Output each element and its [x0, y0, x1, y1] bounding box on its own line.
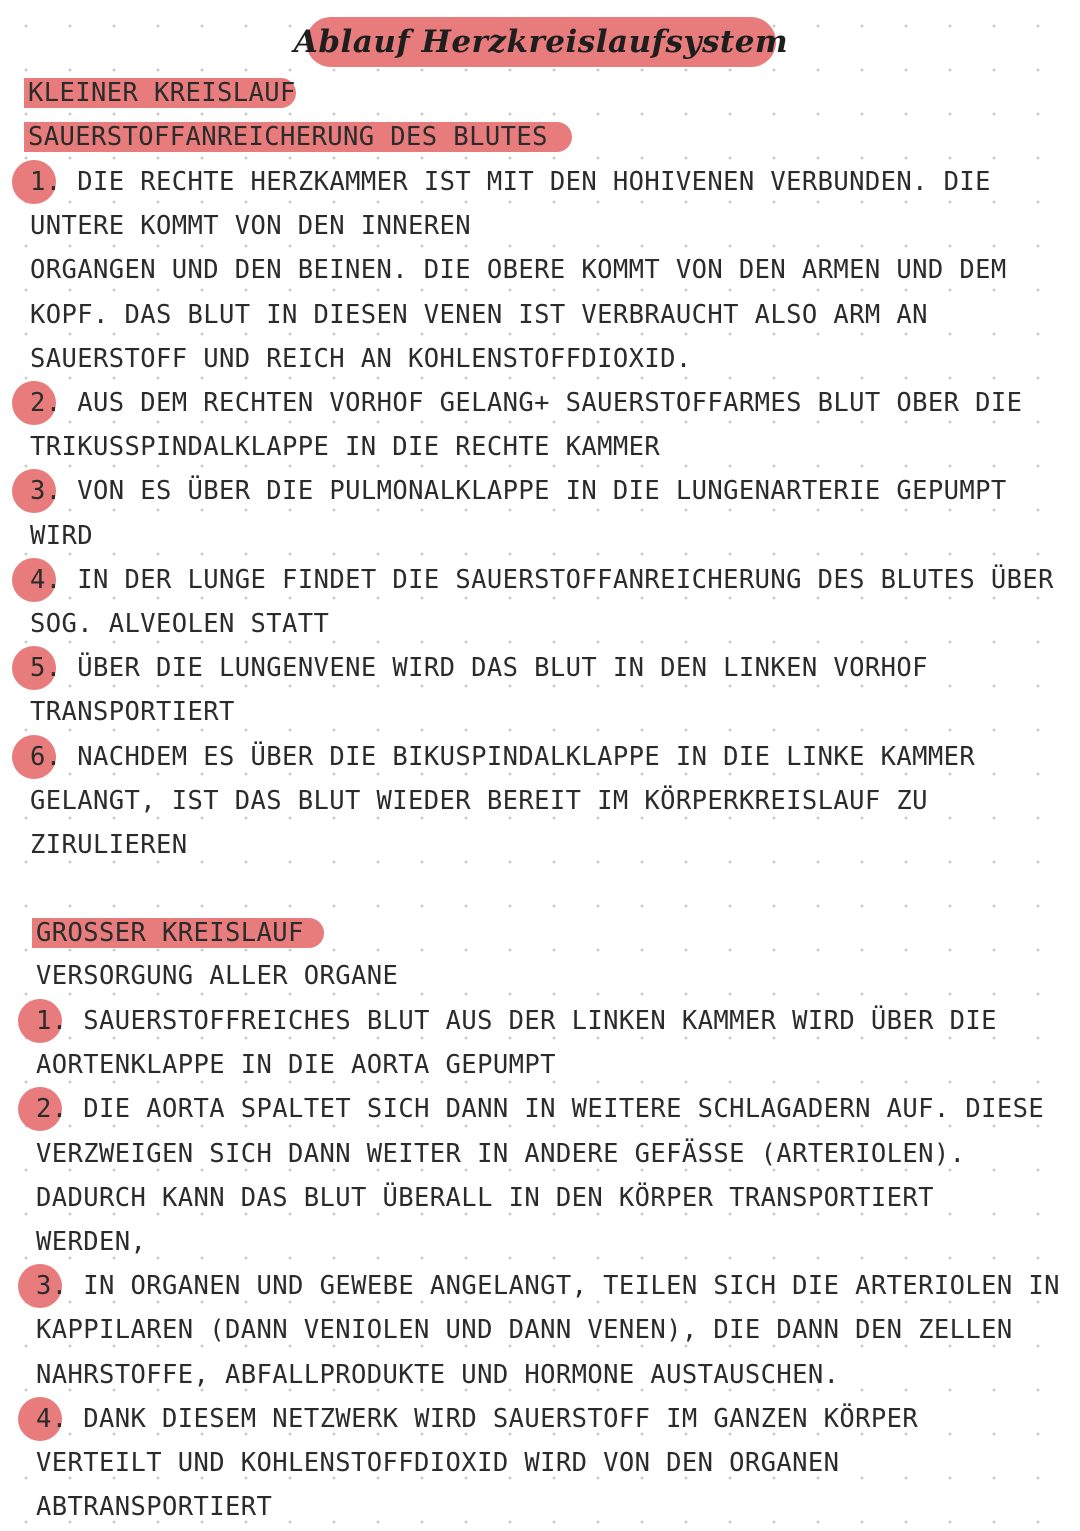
heading-text: KLEINER KREISLAUF [28, 78, 296, 108]
step-number: 3. [36, 1271, 68, 1302]
text-line [30, 830, 188, 860]
title-highlight [293, 17, 789, 67]
line-text: KOPF. DAS BLUT IN DIESEN VENEN IST VERBRAUCHT ALSO ARM AN [30, 299, 928, 330]
line-text: NAHRSTOFFE, ABFALLPRODUKTE UND HORMONE AUSTAUSCHEN. [36, 1359, 840, 1390]
text-line [30, 432, 660, 462]
step-number: 3. [30, 476, 62, 507]
text-line [30, 697, 235, 727]
line-text: WIRD [30, 520, 94, 551]
step-line [30, 167, 991, 197]
step-line [30, 565, 1054, 595]
step-number: 2. [30, 388, 62, 418]
step-line [36, 1271, 1060, 1301]
text-line [36, 1360, 839, 1390]
text-line [36, 1139, 965, 1169]
line-text: TRIKUSSPINDALKLAPPE IN DIE RECHTE KAMMER [30, 432, 661, 463]
line-text: DIE RECHTE HERZKAMMER IST MIT DEN HOHIVENEN VERBUNDEN. DIE [77, 167, 991, 197]
text-line [36, 1315, 1013, 1345]
line-text: ORGANGEN UND DEN BEINEN. DIE OBERE KOMMT VON DEN ARMEN UND DEM [30, 255, 1007, 286]
line-text: ZIRULIEREN [30, 830, 188, 860]
text-line [36, 1227, 146, 1257]
line-text: SAUERSTOFFREICHES BLUT AUS DER LINKEN KAMMER WIRD ÜBER DIE [83, 1006, 997, 1036]
line-text: ÜBER DIE LUNGENVENE WIRD DAS BLUT IN DEN LINKEN VORHOF [77, 653, 928, 684]
step-line [30, 476, 1007, 506]
line-text: IN DER LUNGE FINDET DIE SAUERSTOFFANREICHERUNG DES BLUTES ÜBER [77, 564, 1054, 595]
step-line [36, 1094, 1044, 1124]
text-line [30, 786, 928, 816]
step-number: 5. [30, 653, 62, 684]
subheading-text: SAUERSTOFFANREICHERUNG DES BLUTES [28, 122, 548, 152]
line-text: DIE AORTA SPALTET SICH DANN IN WEITERE SCHLAGADERN AUF. DIESE [83, 1094, 1045, 1125]
line-text: VERZWEIGEN SICH DANN WEITER IN ANDERE GEFÄSSE (ARTERIOLEN). [36, 1138, 966, 1169]
line-text: KAPPILAREN (DANN VENIOLEN UND DANN VENEN), DIE DANN DEN ZELLEN [36, 1315, 1013, 1346]
line-text: GELANGT, IST DAS BLUT WIEDER BEREIT IM KÖRPERKREISLAUF ZU [30, 785, 928, 816]
text-line [30, 521, 93, 551]
step-number: 1. [30, 167, 62, 197]
text-line [30, 609, 329, 639]
line-text: WERDEN, [36, 1227, 147, 1257]
line-text: VERTEILT UND KOHLENSTOFFDIOXID WIRD VON DEN ORGANEN [36, 1448, 840, 1478]
step-line [36, 1006, 997, 1036]
step-line [30, 653, 928, 683]
line-text: SAUERSTOFF UND REICH AN KOHLENSTOFFDIOXID. [30, 343, 692, 374]
step-line [30, 742, 975, 772]
text-line [36, 1050, 556, 1080]
text-line [30, 300, 928, 330]
step-number: 1. [36, 1006, 68, 1036]
line-text: NACHDEM ES ÜBER DIE BIKUSPINDALKLAPPE IN DIE LINKE KAMMER [77, 741, 976, 772]
large-circuit-heading [32, 918, 324, 948]
small-circuit-heading [24, 78, 296, 108]
line-text: IN ORGANEN UND GEWEBE ANGELANGT, TEILEN SICH DIE ARTERIOLEN IN [83, 1271, 1060, 1302]
line-text: DADURCH KANN DAS BLUT ÜBERALL IN DEN KÖRPER TRANSPORTIERT [36, 1182, 934, 1213]
text-line [30, 211, 471, 241]
text-line [30, 344, 692, 374]
step-number: 4. [36, 1403, 68, 1434]
step-line [30, 388, 1022, 418]
step-line [36, 1404, 918, 1434]
line-text: VON ES ÜBER DIE PULMONALKLAPPE IN DIE LUNGENARTERIE GEPUMPT [77, 476, 1007, 507]
line-text: AUS DEM RECHTEN VORHOF GELANG+ SAUERSTOFFARMES BLUT OBER DIE [77, 388, 1023, 418]
text-line [36, 1183, 934, 1213]
line-text: AORTENKLAPPE IN DIE AORTA GEPUMPT [36, 1050, 556, 1081]
line-text: DANK DIESEM NETZWERK WIRD SAUERSTOFF IM GANZEN KÖRPER [83, 1403, 919, 1434]
step-number: 2. [36, 1094, 68, 1125]
text-line [30, 255, 1007, 285]
page-title: Ablauf Herzkreislaufsystem [293, 24, 789, 60]
line-text: SOG. ALVEOLEN STATT [30, 609, 330, 639]
line-text: UNTERE KOMMT VON DEN INNEREN [30, 211, 472, 242]
step-number: 4. [30, 564, 62, 595]
line-text: ABTRANSPORTIERT [36, 1492, 273, 1523]
heading-text: GROSSER KREISLAUF [36, 918, 304, 948]
text-line [36, 1448, 839, 1478]
text-line [36, 1492, 272, 1522]
step-number: 6. [30, 741, 62, 772]
line-text: TRANSPORTIERT [30, 697, 235, 728]
small-circuit-subheading [24, 122, 572, 152]
large-circuit-subheading: VERSORGUNG ALLER ORGANE [36, 961, 399, 991]
